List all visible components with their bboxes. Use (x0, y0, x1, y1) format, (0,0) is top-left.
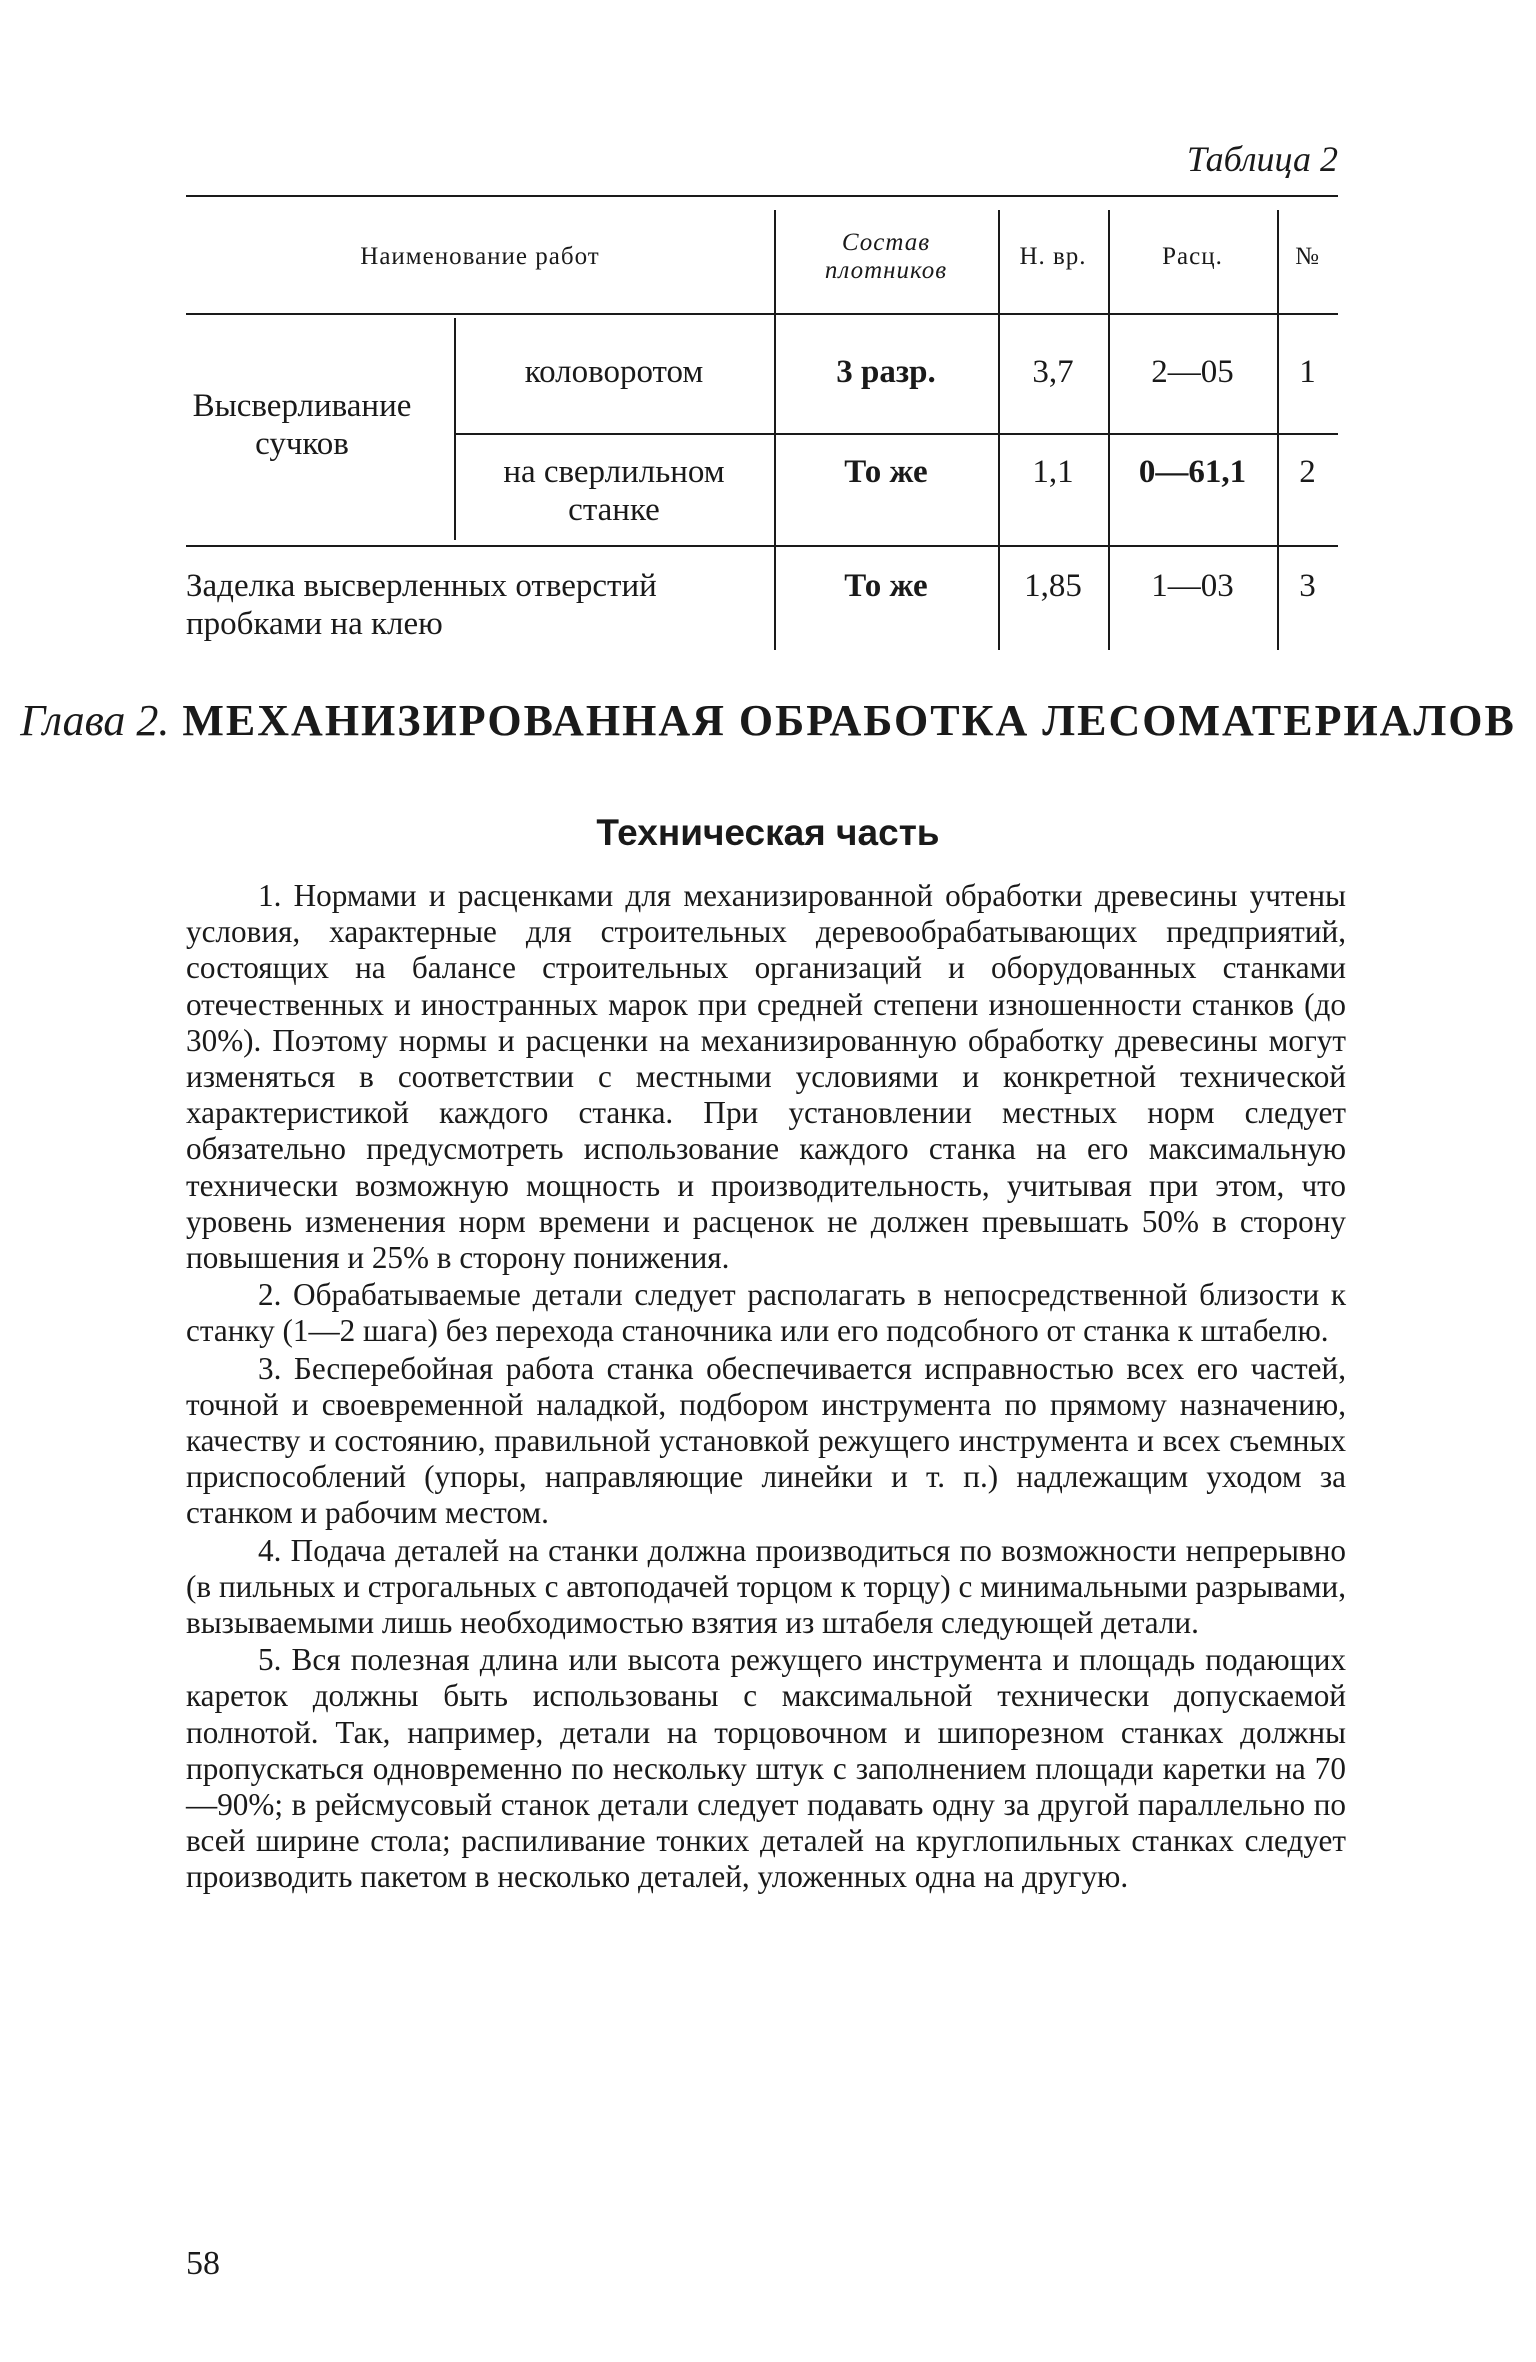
row-1-rate: 2—05 (1151, 354, 1234, 390)
paragraph: 4. Подача деталей на станки должна производиться по возможности непрерывно (в пильных и строгальных с автоподачей торцом к торцу) с минимальными разрывами, вызываемыми лишь необходимостью взятия из штабеля следующей детали. (186, 1532, 1346, 1641)
row-1-number: 1 (1299, 354, 1316, 390)
row-3-name: Заделка высверленных отверстий пробками на клею (186, 568, 657, 642)
row-3-norm-time: 1,85 (1024, 568, 1082, 604)
row-2-composition: То же (844, 454, 928, 490)
group-divider (454, 318, 456, 540)
header-bottom-rule (186, 313, 1338, 315)
chapter-title: МЕХАНИЗИРОВАННАЯ ОБРАБОТКА ЛЕСОМАТЕРИАЛОВ (182, 696, 1516, 745)
paragraph: 3. Бесперебойная работа станка обеспечивается исправностью всех его частей, точной и своевременной наладкой, подбором инструмента по прямому назначению, качеству и состоянию, правильной установкой режущего инструмента и всех съемных приспособлений (упоры, направляющие линейки и т. п.) надлежащим уходом за станком и рабочим местом. (186, 1350, 1346, 1531)
group-bottom-rule (186, 545, 1338, 547)
row-2-number: 2 (1299, 454, 1316, 490)
row-3-composition: То же (844, 568, 928, 604)
row-1-composition: 3 разр. (836, 354, 936, 390)
table-caption: Таблица 2 (1186, 139, 1338, 179)
section-subtitle: Техническая часть (596, 812, 940, 853)
row-2-rate: 0—61,1 (1138, 454, 1247, 490)
row-1-name: коловоротом (524, 354, 704, 390)
table-top-rule (186, 195, 1338, 197)
header-composition: Состав плотников (824, 229, 948, 284)
paragraph: 5. Вся полезная длина или высота режущего инструмента и площадь подающих кареток должны быть использованы с максимальной технически допускаемой полнотой. Так, например, детали на торцовочном и шипорезном станках должны пропускаться одновременно по нескольку штук с заполнением площади каретки на 70—90%; в рейсмусовый станок детали следует подавать одну за другой параллельно по всей ширине стола; распиливание тонких деталей на круглопильных станках следует производить пакетом в несколько деталей, уложенных одна на другую. (186, 1642, 1346, 1895)
group-label: Высверливание сучков (192, 388, 412, 462)
row-2-name: на сверлильном станке (503, 454, 725, 528)
chapter-heading (0, 692, 1536, 750)
page-number: 58 (186, 2245, 220, 2282)
norms-table (186, 195, 1338, 655)
header-norm-time: Н. вр. (1019, 243, 1087, 270)
header-name: Наименование работ (360, 243, 600, 270)
paragraph: 1. Нормами и расценками для механизированной обработки древесины учтены условия, характерные для строительных деревообрабатывающих предприятий, состоящих на балансе строительных организаций и оборудованных станками отечественных и иностранных марок при средней степени изношенности станков (до 30%). Поэтому нормы и расценки на механизированную обработку древесины могут изменяться в соответствии с местными условиями и конкретной технической характеристикой каждого станка. При установлении местных норм следует обязательно предусмотреть использование каждого станка на его максимальную технически возможную мощность и производительность, учитывая при этом, что уровень изменения норм времени и расценок не должен превышать 50% в сторону повышения и 25% в сторону понижения. (186, 878, 1346, 1276)
row-2-norm-time: 1,1 (1032, 454, 1074, 490)
chapter-label: Глава 2. (20, 696, 170, 745)
row-3-rate: 1—03 (1151, 568, 1234, 604)
row-1-norm-time: 3,7 (1032, 354, 1074, 390)
row-3-number: 3 (1299, 568, 1316, 604)
row-divider (454, 433, 1338, 435)
paragraph: 2. Обрабатываемые детали следует располагать в непосредственной близости к станку (1—2 шага) без перехода станочника или его подсобного от станка к штабелю. (186, 1277, 1346, 1349)
header-rate: Расц. (1162, 243, 1223, 270)
body-text (186, 878, 1346, 1897)
header-number: № (1295, 243, 1320, 270)
